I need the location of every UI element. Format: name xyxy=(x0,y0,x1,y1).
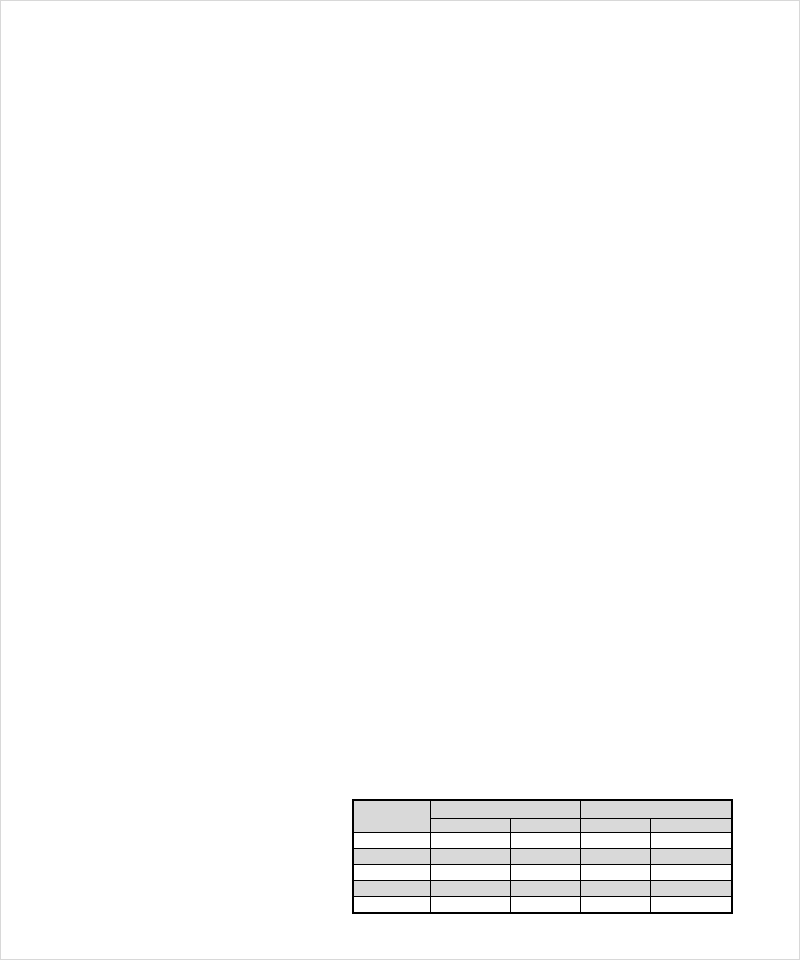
side-view-svg xyxy=(489,69,669,354)
table-cell xyxy=(580,833,650,849)
table-cell xyxy=(510,881,580,897)
table-cell xyxy=(430,833,510,849)
diffuser-photo xyxy=(139,119,353,311)
header-cxd-fk3 xyxy=(430,818,510,832)
installation-svg xyxy=(151,576,661,746)
table-cell xyxy=(353,849,430,865)
table-cell xyxy=(430,865,510,881)
table-cell xyxy=(353,865,430,881)
table-cell xyxy=(430,849,510,865)
table-cell xyxy=(353,897,430,914)
table-cell xyxy=(580,881,650,897)
table-cell xyxy=(650,881,732,897)
table-row xyxy=(353,881,732,897)
plan-view-svg xyxy=(136,776,278,918)
size-table xyxy=(352,799,733,914)
header-cxd-fk10 xyxy=(510,818,580,832)
header-group-exf xyxy=(580,800,732,818)
table-cell xyxy=(580,897,650,914)
header-exf-fk3 xyxy=(580,818,650,832)
table-row xyxy=(353,849,732,865)
table-cell xyxy=(510,833,580,849)
plan-view-drawing xyxy=(136,776,278,923)
table-cell xyxy=(430,897,510,914)
table-cell xyxy=(580,865,650,881)
table-row xyxy=(353,833,732,849)
table-cell xyxy=(650,865,732,881)
table-cell xyxy=(353,881,430,897)
table-cell xyxy=(353,833,430,849)
side-view-drawing xyxy=(489,69,669,359)
diffuser-photo-image xyxy=(139,119,353,306)
table-cell xyxy=(510,865,580,881)
header-spec xyxy=(353,800,430,833)
table-cell xyxy=(580,849,650,865)
table-cell xyxy=(650,849,732,865)
table-cell xyxy=(650,833,732,849)
table-row xyxy=(353,865,732,881)
header-group-cxd xyxy=(430,800,580,818)
header-exf-fk10 xyxy=(650,818,732,832)
table-row xyxy=(353,897,732,914)
table-cell xyxy=(510,897,580,914)
table-cell xyxy=(430,881,510,897)
table-cell xyxy=(510,849,580,865)
table-header-row-1 xyxy=(353,800,732,818)
installation-drawing xyxy=(151,576,661,751)
table-cell xyxy=(650,897,732,914)
